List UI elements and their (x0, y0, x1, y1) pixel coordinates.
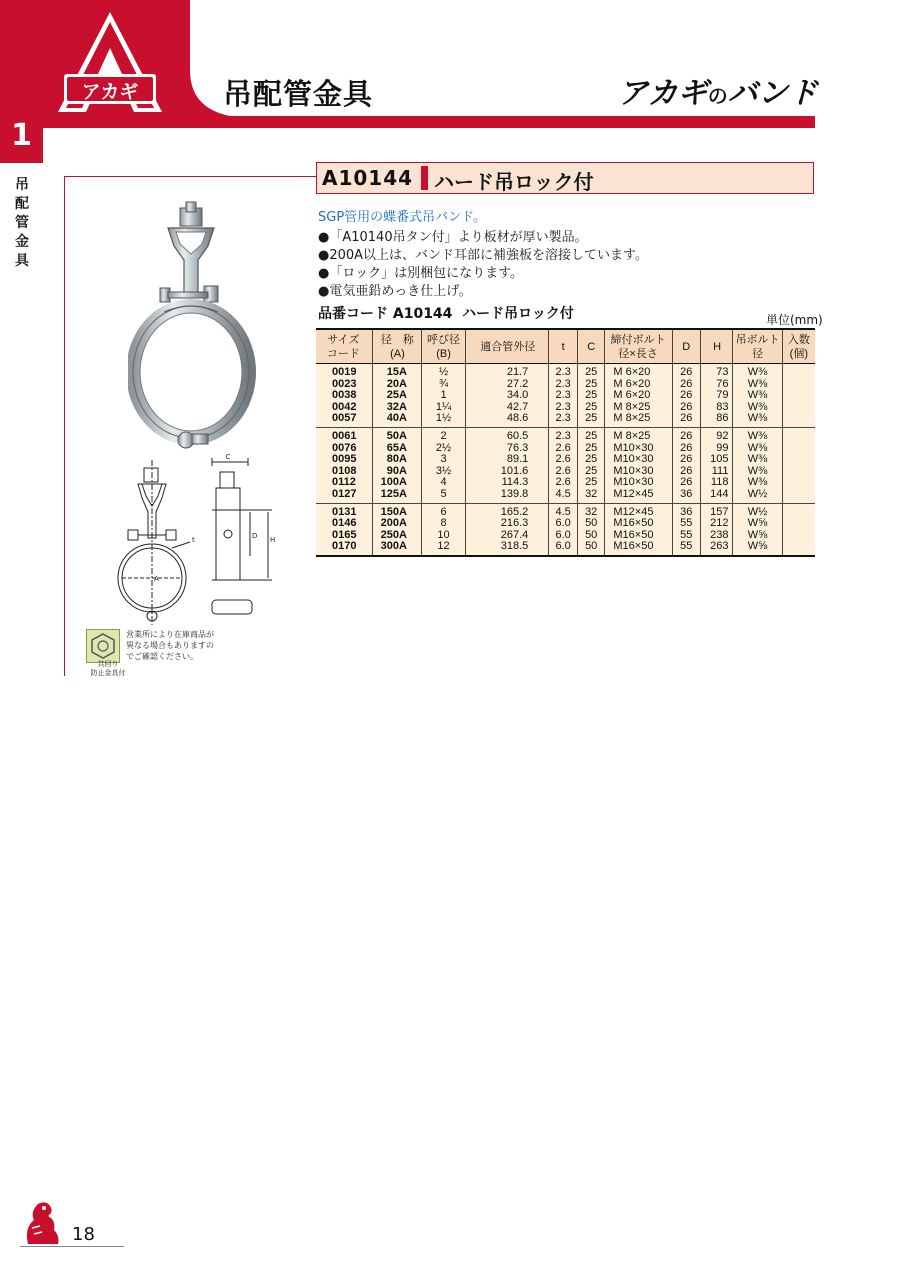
cell-hanger-bolt (733, 503, 782, 556)
frame-line-left (64, 176, 65, 676)
table-cell-value: 0019 (332, 366, 357, 378)
table-cell-value: 250A (380, 528, 407, 541)
product-photo (128, 200, 263, 460)
table-cell-value: 4.5 (555, 505, 571, 518)
table-cell-value: W⅜ (747, 412, 768, 425)
table-cell-value: W⅜ (747, 429, 768, 442)
table-cell-value: 86 (716, 412, 729, 425)
table-cell-value: 0170 (332, 540, 357, 553)
technical-drawing (100, 450, 290, 630)
table-cell-value: 144 (710, 487, 729, 500)
icon-caption-line: 共回り (97, 660, 119, 668)
table-cell-value: 267.4 (500, 528, 529, 541)
table-cell-value: M16×50 (613, 517, 654, 530)
table-cell-value: 32 (585, 505, 598, 518)
table-cell-value: 76.3 (506, 441, 529, 454)
cell-outer-diameter (466, 427, 549, 503)
table-cell-value: 92 (716, 429, 729, 442)
table-cell-value: 0127 (332, 487, 357, 500)
page-number: 18 (72, 1224, 95, 1245)
table-cell-value: 50A (386, 429, 407, 442)
table-cell-value: M10×30 (613, 464, 654, 477)
icon-caption (80, 660, 136, 678)
table-cell-value: 50 (585, 540, 598, 553)
table-cell-value: M 8×25 (613, 400, 651, 413)
cell-d (672, 364, 700, 428)
table-cell-value: 6 (440, 505, 447, 518)
table-cell-value: 25 (585, 429, 598, 442)
cell-clamp-bolt (605, 503, 672, 556)
table-cell-value: 65A (386, 441, 407, 454)
table-cell-value: 12 (437, 540, 450, 553)
table-cell-value: 105 (710, 453, 729, 466)
table-cell-value: 32A (386, 400, 407, 413)
table-cell-value: 25A (386, 389, 407, 402)
table-cell-value: 0112 (332, 476, 356, 489)
table-cell-value: M16×50 (613, 528, 654, 541)
table-cell-value: 0061 (332, 429, 357, 442)
table-cell-value: 2.6 (555, 441, 571, 454)
table-cell-value: 3½ (435, 464, 452, 477)
cell-size-code (316, 364, 372, 428)
cell-outer-diameter (466, 503, 549, 556)
cell-thickness (549, 364, 578, 428)
chapter-number: 1 (11, 118, 32, 153)
table-cell-value: 111 (711, 464, 729, 477)
table-cell-value: 118 (710, 476, 729, 489)
table-cell-value: 2.6 (555, 453, 571, 466)
table-cell-value: 55 (680, 528, 693, 541)
stock-note-line: 異なる場合もありますの (126, 641, 214, 650)
table-cell-value: 5 (440, 487, 447, 500)
table-cell-value: 60.5 (506, 429, 529, 442)
table-cell-value: 80A (386, 453, 407, 466)
cell-clamp-bolt (605, 427, 672, 503)
table-cell-value: M 8×25 (613, 429, 651, 442)
logo-small-text: アカギ (81, 81, 139, 103)
chapter-label-char: 管 (15, 215, 29, 231)
table-cell-value: M16×50 (613, 540, 654, 553)
table-cell-value: W⅝ (747, 528, 768, 541)
table-cell-value: 2.6 (555, 464, 571, 477)
table-cell-value: 2.6 (555, 476, 571, 489)
cell-size-code (316, 503, 372, 556)
col-header-outer-diameter: 適合管外径 (466, 329, 549, 364)
table-cell-value: 25 (585, 412, 598, 425)
dim-t-label: t (192, 536, 195, 544)
table-cell-value: 0165 (332, 528, 357, 541)
cell-d (672, 427, 700, 503)
dim-c-label: C (225, 453, 231, 461)
cell-thickness (549, 503, 578, 556)
table-cell-value: 25 (585, 464, 598, 477)
table-cell-value: W½ (747, 487, 768, 500)
table-cell-value: 1 (440, 389, 447, 402)
table-cell-value: 20A (386, 377, 407, 390)
table-cell-value: 2.3 (555, 429, 571, 442)
product-name: ハード吊ロック付 (434, 170, 594, 194)
cell-quantity (782, 503, 815, 556)
col-header-clamp-bolt: 締付ボルト 径×長さ (605, 329, 672, 364)
table-unit: 単位(mm) (766, 313, 823, 327)
table-cell-value: 21.7 (506, 366, 529, 378)
col-header-d: D (672, 329, 700, 364)
table-cell-value: 25 (585, 453, 598, 466)
col-header-c: C (578, 329, 605, 364)
cell-quantity (782, 364, 815, 428)
table-cell-value: 26 (680, 377, 693, 390)
table-cell-value: W⅜ (747, 377, 768, 390)
table-cell-value: M10×30 (613, 453, 654, 466)
dim-d-label: D (252, 532, 258, 540)
table-cell-value: 2.3 (555, 377, 571, 390)
table-cell-value: M 6×20 (613, 366, 651, 378)
table-cell-value: 26 (680, 441, 693, 454)
col-header-hanger-bolt: 吊ボルト 径 (733, 329, 782, 364)
cell-clamp-bolt (605, 364, 672, 428)
table-cell-value: 200A (380, 517, 407, 530)
table-cell-value: 157 (710, 505, 729, 518)
chapter-label-char: 金 (15, 234, 29, 250)
table-cell-value: 300A (380, 540, 407, 553)
table-cell-value: 50 (585, 528, 598, 541)
chapter-label-char: 配 (15, 196, 29, 212)
brand-main: アカギ (618, 76, 708, 111)
table-cell-value: 4.5 (555, 487, 571, 500)
table-cell-value: 212 (710, 517, 729, 530)
description-bullet: ●200A以上は、バンド耳部に補強板を溶接しています。 (318, 248, 649, 263)
table-cell-value: 263 (710, 540, 729, 553)
cell-nominal-a (372, 427, 421, 503)
table-cell-value: 2.3 (555, 400, 571, 413)
table-cell-value: 125A (380, 487, 407, 500)
table-cell-value: 34.0 (506, 389, 529, 402)
table-cell-value: M10×30 (613, 476, 654, 489)
table-cell-value: 8 (440, 517, 447, 530)
table-cell-value: 10 (437, 528, 450, 541)
table-cell-value: 0108 (332, 464, 357, 477)
col-header-nominal-b: 呼び径 (B) (421, 329, 465, 364)
table-cell-value: 73 (716, 366, 729, 378)
table-cell-value: 83 (716, 400, 729, 413)
table-cell-value: W⅜ (747, 441, 768, 454)
cell-h (700, 427, 733, 503)
chapter-label-char: 吊 (15, 177, 29, 193)
table-cell-value: 26 (680, 429, 693, 442)
cell-c (578, 364, 605, 428)
frame-line-top (64, 176, 316, 177)
table-cell-value: 2½ (435, 441, 452, 454)
table-cell-value: ½ (438, 366, 449, 378)
table-cell-value: 238 (710, 528, 729, 541)
table-cell-value: 3 (440, 453, 447, 466)
icon-caption-line: 防止金具付 (90, 669, 126, 677)
table-cell-value: 79 (716, 389, 729, 402)
anti-rotation-fitting-icon (86, 629, 120, 663)
table-cell-value: M 8×25 (613, 412, 651, 425)
table-cell-value: 26 (680, 476, 693, 489)
table-cell-value: W⅝ (747, 540, 768, 553)
col-header-quantity: 入数 (個) (782, 329, 815, 364)
table-cell-value: 150A (380, 505, 407, 518)
table-cell-value: 25 (585, 366, 598, 378)
table-cell-value: 32 (585, 487, 598, 500)
table-cell-value: W½ (747, 505, 768, 518)
category-title: 吊配管金具 (223, 77, 374, 111)
table-cell-value: 26 (680, 453, 693, 466)
table-cell-value: 2 (440, 429, 447, 442)
cell-nominal-a (372, 364, 421, 428)
table-cell-value: M12×45 (613, 505, 654, 518)
cell-h (700, 503, 733, 556)
product-heading-separator (421, 166, 428, 190)
cell-size-code (316, 427, 372, 503)
cell-nominal-b (421, 503, 465, 556)
stock-note-line: 営業所により在庫商品が (126, 630, 214, 639)
table-cell-value: 36 (680, 487, 693, 500)
table-cell-value: 55 (680, 540, 693, 553)
table-cell-value: ¾ (438, 377, 449, 390)
table-cell-value: M10×30 (613, 441, 654, 454)
table-cell-value: 0042 (332, 400, 357, 413)
stock-note-line: でご確認ください。 (126, 652, 198, 661)
stock-note (126, 629, 246, 662)
footer-rule (20, 1246, 124, 1247)
table-cell-value: 40A (386, 412, 407, 425)
cell-c (578, 503, 605, 556)
table-cell-value: 25 (585, 377, 598, 390)
col-header-h: H (700, 329, 733, 364)
table-row-group (316, 503, 815, 556)
table-cell-value: 6.0 (555, 540, 571, 553)
cell-h (700, 364, 733, 428)
brand-no: の (707, 84, 728, 108)
table-cell-value: W⅜ (747, 476, 768, 489)
table-cell-value: 55 (680, 517, 693, 530)
description-lead: SGP管用の蝶番式吊バンド。 (318, 210, 486, 225)
table-cell-value: 1¼ (435, 400, 452, 413)
table-cell-value: M12×45 (613, 487, 654, 500)
table-cell-value: W⅜ (747, 464, 768, 477)
cell-nominal-b (421, 364, 465, 428)
table-cell-value: 26 (680, 389, 693, 402)
description-bullet: ●「ロック」は別梱包になります。 (318, 266, 524, 281)
table-cell-value: 0131 (332, 505, 357, 518)
product-code: A10144 (322, 166, 414, 190)
table-cell-value: 25 (585, 441, 598, 454)
table-cell-value: 90A (386, 464, 407, 477)
table-cell-value: 139.8 (500, 487, 529, 500)
table-cell-value: 36 (680, 505, 693, 518)
table-cell-value: 0038 (332, 389, 357, 402)
table-cell-value: W⅜ (747, 366, 768, 378)
cell-nominal-b (421, 427, 465, 503)
cell-c (578, 427, 605, 503)
table-row-group (316, 427, 815, 503)
brand-title (618, 68, 818, 112)
table-header-row (316, 329, 815, 364)
table-cell-value: 2.3 (555, 389, 571, 402)
col-header-size-code: サイズ コード (316, 329, 372, 364)
table-cell-value: 2.3 (555, 366, 571, 378)
cell-outer-diameter (466, 364, 549, 428)
table-row-group (316, 364, 815, 428)
col-header-nominal-a: 径 称 (A) (372, 329, 421, 364)
table-cell-value: 25 (585, 400, 598, 413)
table-cell-value: 2.3 (555, 412, 571, 425)
spec-table (316, 328, 815, 557)
cell-hanger-bolt (733, 364, 782, 428)
cell-hanger-bolt (733, 427, 782, 503)
table-cell-value: 99 (716, 441, 729, 454)
table-cell-value: 15A (386, 366, 407, 378)
chapter-vertical-label (12, 176, 32, 271)
table-cell-value: 0146 (332, 517, 357, 530)
table-cell-value: 26 (680, 412, 693, 425)
table-cell-value: 100A (380, 476, 407, 489)
table-cell-value: 48.6 (506, 412, 529, 425)
col-header-t: t (549, 329, 578, 364)
dim-a-label: A (154, 575, 159, 583)
table-cell-value: 216.3 (500, 517, 529, 530)
table-cell-value: 0095 (332, 453, 357, 466)
description-bullet: ●電気亜鉛めっき仕上げ。 (318, 284, 472, 299)
table-cell-value: 114.3 (501, 476, 529, 489)
table-cell-value: 26 (680, 464, 693, 477)
table-cell-value: 4 (440, 476, 447, 489)
table-cell-value: 318.5 (500, 540, 529, 553)
table-cell-value: 76 (716, 377, 729, 390)
cell-quantity (782, 427, 815, 503)
cell-thickness (549, 427, 578, 503)
table-cell-value: 42.7 (506, 400, 529, 413)
table-cell-value: 50 (585, 517, 598, 530)
dim-h-label: H (270, 536, 276, 544)
table-cell-value: 6.0 (555, 528, 571, 541)
akagi-logo (50, 8, 170, 120)
table-cell-value: M 6×20 (613, 377, 651, 390)
table-cell-value: W⅜ (747, 400, 768, 413)
table-cell-value: 1½ (435, 412, 452, 425)
table-cell-value: W⅝ (747, 517, 768, 530)
table-cell-value: 26 (680, 400, 693, 413)
table-cell-value: 25 (585, 389, 598, 402)
table-cell-value: 165.2 (500, 505, 529, 518)
table-cell-value: 6.0 (555, 517, 571, 530)
table-cell-value: 89.1 (506, 453, 529, 466)
table-cell-value: 0076 (332, 441, 357, 454)
description-bullet: ●「A10140吊タン付」より板材が厚い製品。 (318, 230, 588, 245)
table-cell-value: 25 (585, 476, 598, 489)
table-cell-value: 0057 (332, 412, 357, 425)
cell-d (672, 503, 700, 556)
brand-tail: バンド (727, 76, 818, 111)
table-cell-value: 27.2 (506, 377, 529, 390)
table-cell-value: W⅜ (747, 453, 768, 466)
cell-nominal-a (372, 503, 421, 556)
table-title: 品番コード A10144 ハード吊ロック付 (318, 306, 574, 322)
table-cell-value: 0023 (332, 377, 357, 390)
table-cell-value: W⅜ (747, 389, 768, 402)
table-cell-value: 101.6 (500, 464, 529, 477)
table-cell-value: M 6×20 (613, 389, 651, 402)
chapter-label-char: 具 (15, 253, 29, 269)
table-cell-value: 26 (680, 366, 693, 378)
mascot-logo (20, 1198, 62, 1246)
